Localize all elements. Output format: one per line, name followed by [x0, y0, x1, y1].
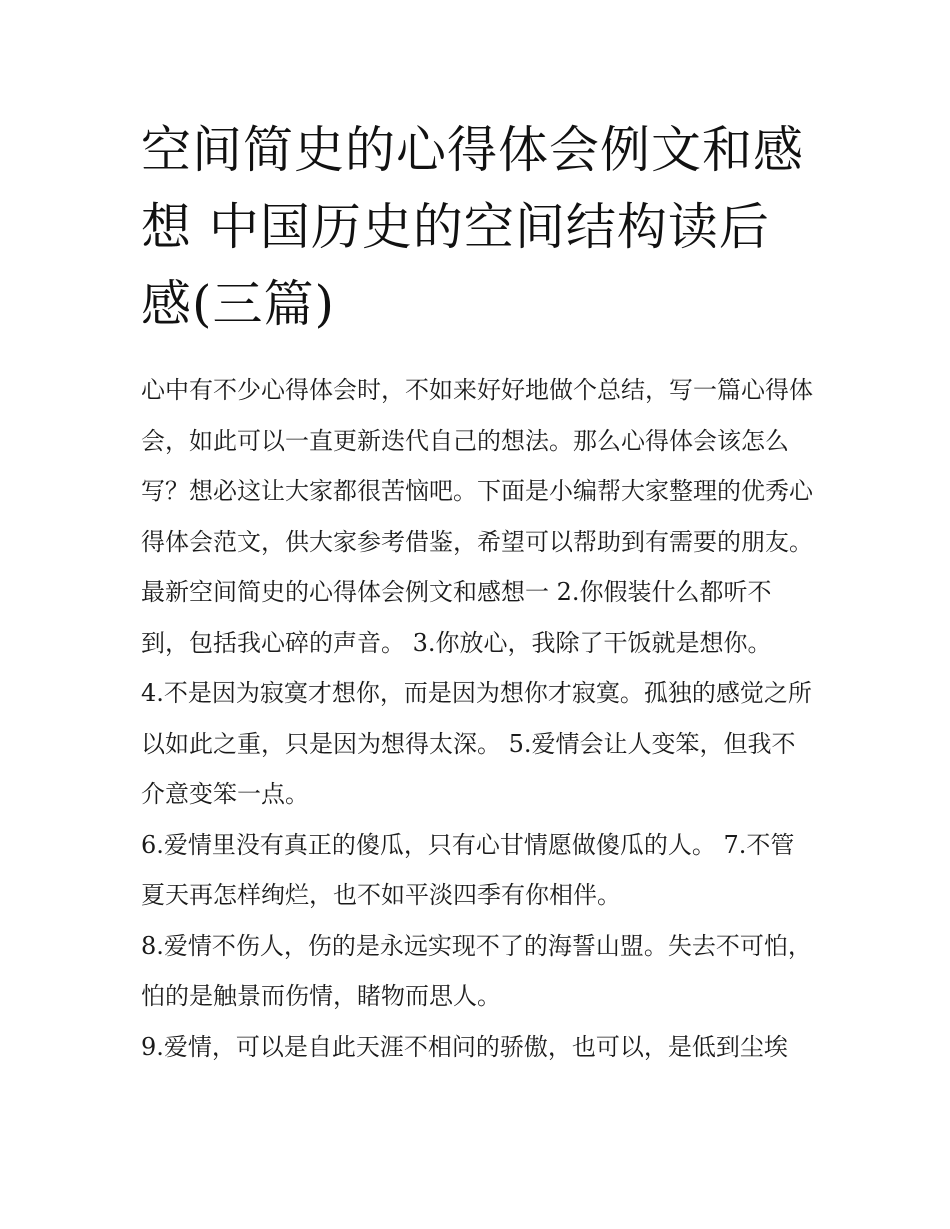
body-paragraph: 最新空间简史的心得体会例文和感想一 2.你假装什么都听不到，包括我心碎的声音。 3.你放心，我除了干饭就是想你。 — [141, 578, 772, 657]
body-paragraph: 8.爱情不伤人，伤的是永远实现不了的海誓山盟。失去不可怕，怕的是触景而伤情，睹物而思人。 — [141, 931, 812, 1010]
intro-paragraph: 心中有不少心得体会时，不如来好好地做个总结，写一篇心得体会，如此可以一直更新迭代自己的想法。那么心得体会该怎么写？想必这让大家都很苦恼吧。下面是小编帮大家整理的优秀心得体会范文，供大家参考借鉴，希望可以帮助到有需要的朋友。 — [141, 376, 813, 556]
document-content — [141, 112, 813, 1072]
body-paragraph: 4.不是因为寂寞才想你，而是因为想你才寂寞。孤独的感觉之所以如此之重，只是因为想得太深。 5.爱情会让人变笨，但我不介意变笨一点。 — [141, 679, 812, 808]
body-paragraph: 9.爱情，可以是自此天涯不相问的骄傲，也可以，是低到尘埃 — [141, 1032, 788, 1061]
document-title: 空间简史的心得体会例文和感想 中国历史的空间结构读后感(三篇) — [141, 121, 804, 333]
body-paragraph: 6.爱情里没有真正的傻瓜，只有心甘情愿做傻瓜的人。 7.不管夏天再怎样绚烂，也不如平淡四季有你相伴。 — [141, 830, 795, 909]
